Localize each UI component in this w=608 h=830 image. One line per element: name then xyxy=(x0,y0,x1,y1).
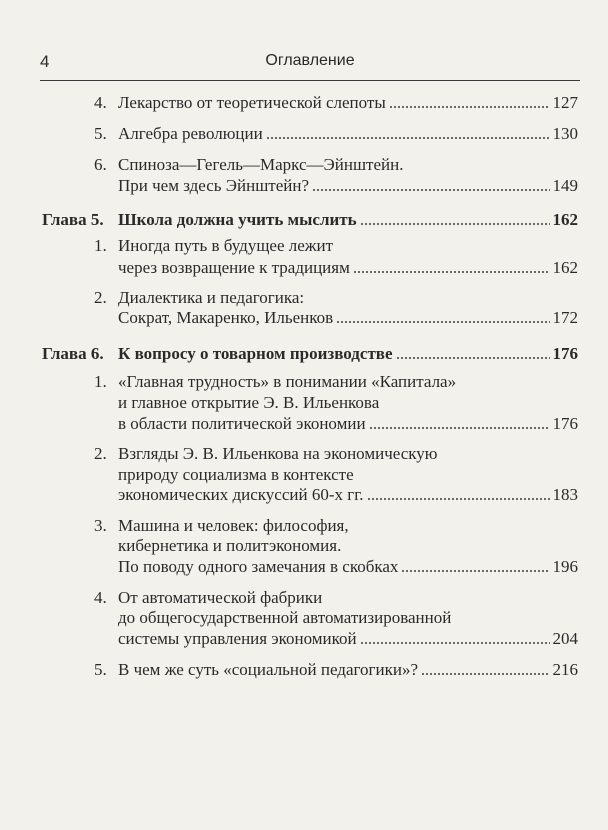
toc-entry-page: 183 xyxy=(552,485,578,504)
toc-chapter-line xyxy=(118,344,578,364)
toc-entry-title: Сократ, Макаренко, Ильенков xyxy=(118,308,334,327)
toc-entry-title: Взгляды Э. В. Ильенкова на экономическую xyxy=(118,444,438,463)
dot-leader xyxy=(266,137,550,139)
toc-entry-line xyxy=(118,124,578,144)
dot-leader xyxy=(312,189,549,191)
dot-leader xyxy=(421,673,549,675)
toc-entry-page: 149 xyxy=(552,176,578,195)
toc-entry-page: 204 xyxy=(552,629,578,648)
dot-leader xyxy=(367,498,550,500)
toc-entry-title: кибернетика и политэкономия. xyxy=(118,536,342,555)
toc-entry-page: 176 xyxy=(552,414,578,433)
toc-entry-line xyxy=(118,660,578,680)
toc-entry-title: Алгебра революции xyxy=(118,124,263,143)
toc-entry-line xyxy=(118,485,578,505)
toc-entry-number: 5. xyxy=(94,124,107,143)
toc-entry-number: 6. xyxy=(94,155,107,174)
chapter-label: Глава 6. xyxy=(42,344,104,363)
toc-entry-line xyxy=(118,414,578,434)
toc-entry-title: По поводу одного замечания в скобках xyxy=(118,557,399,576)
toc-entry-title: Спиноза—Гегель—Маркс—Эйнштейн. xyxy=(118,155,404,174)
dot-leader xyxy=(360,642,550,644)
dot-leader xyxy=(389,106,550,108)
toc-entry-page: 196 xyxy=(552,557,578,576)
toc-entry-line xyxy=(118,176,578,196)
toc-entry-number: 1. xyxy=(94,236,107,255)
chapter-title: Школа должна учить мыслить xyxy=(118,210,357,229)
dot-leader xyxy=(401,570,549,572)
toc-entry-page: 130 xyxy=(552,124,578,143)
toc-entry-line xyxy=(118,557,578,577)
toc-entry-number: 4. xyxy=(94,588,107,607)
chapter-title: К вопросу о товарном производстве xyxy=(118,344,393,363)
toc-entry-number: 2. xyxy=(94,288,107,307)
toc-entry-number: 3. xyxy=(94,516,107,535)
dot-leader xyxy=(353,271,550,273)
dot-leader xyxy=(369,427,550,429)
toc-entry-page: 127 xyxy=(552,93,578,112)
toc-entry-title: и главное открытие Э. В. Ильенкова xyxy=(118,393,380,412)
toc-entry-title: «Главная трудность» в понимании «Капитала» xyxy=(118,372,457,391)
dot-leader xyxy=(396,357,550,359)
toc-entry-line xyxy=(118,308,578,328)
toc-entry-title: системы управления экономикой xyxy=(118,629,357,648)
toc-entry-title: Диалектика и педагогика: xyxy=(118,288,305,307)
chapter-page: 176 xyxy=(552,344,578,363)
toc-entry-number: 5. xyxy=(94,660,107,679)
toc-entry-title: Машина и человек: философия, xyxy=(118,516,349,535)
toc-entry-title: В чем же суть «социальной педагогики»? xyxy=(118,660,419,679)
page-header xyxy=(40,52,580,78)
dot-leader xyxy=(336,321,549,323)
toc-entry-line xyxy=(118,629,578,649)
toc-entry-title: От автоматической фабрики xyxy=(118,588,323,607)
toc-entry-title: природу социализма в контексте xyxy=(118,465,354,484)
toc-entry-number: 1. xyxy=(94,372,107,391)
toc-entry-title: через возвращение к традициям xyxy=(118,258,350,277)
toc-entry-title: Лекарство от теоретической слепоты xyxy=(118,93,386,112)
toc-chapter-line xyxy=(118,210,578,230)
running-title: Оглавление xyxy=(265,52,355,69)
toc-entry-page: 172 xyxy=(552,308,578,327)
toc-entry-title: до общегосударственной автоматизированной xyxy=(118,608,452,627)
toc-entry-number: 2. xyxy=(94,444,107,463)
toc-entry-title: Иногда путь в будущее лежит xyxy=(118,236,334,255)
toc-entry-page: 162 xyxy=(552,258,578,277)
toc-entry-number: 4. xyxy=(94,93,107,112)
chapter-label: Глава 5. xyxy=(42,210,104,229)
header-rule xyxy=(40,80,580,81)
toc-entry-title: в области политической экономии xyxy=(118,414,366,433)
toc-entry-line xyxy=(118,93,578,113)
page-number: 4 xyxy=(40,52,50,71)
dot-leader xyxy=(360,223,550,225)
toc-entry-page: 216 xyxy=(552,660,578,679)
toc-entry-line xyxy=(118,258,578,278)
toc-entry-title: При чем здесь Эйнштейн? xyxy=(118,176,310,195)
toc-entry-title: экономических дискуссий 60-х гг. xyxy=(118,485,364,504)
chapter-page: 162 xyxy=(552,210,578,229)
